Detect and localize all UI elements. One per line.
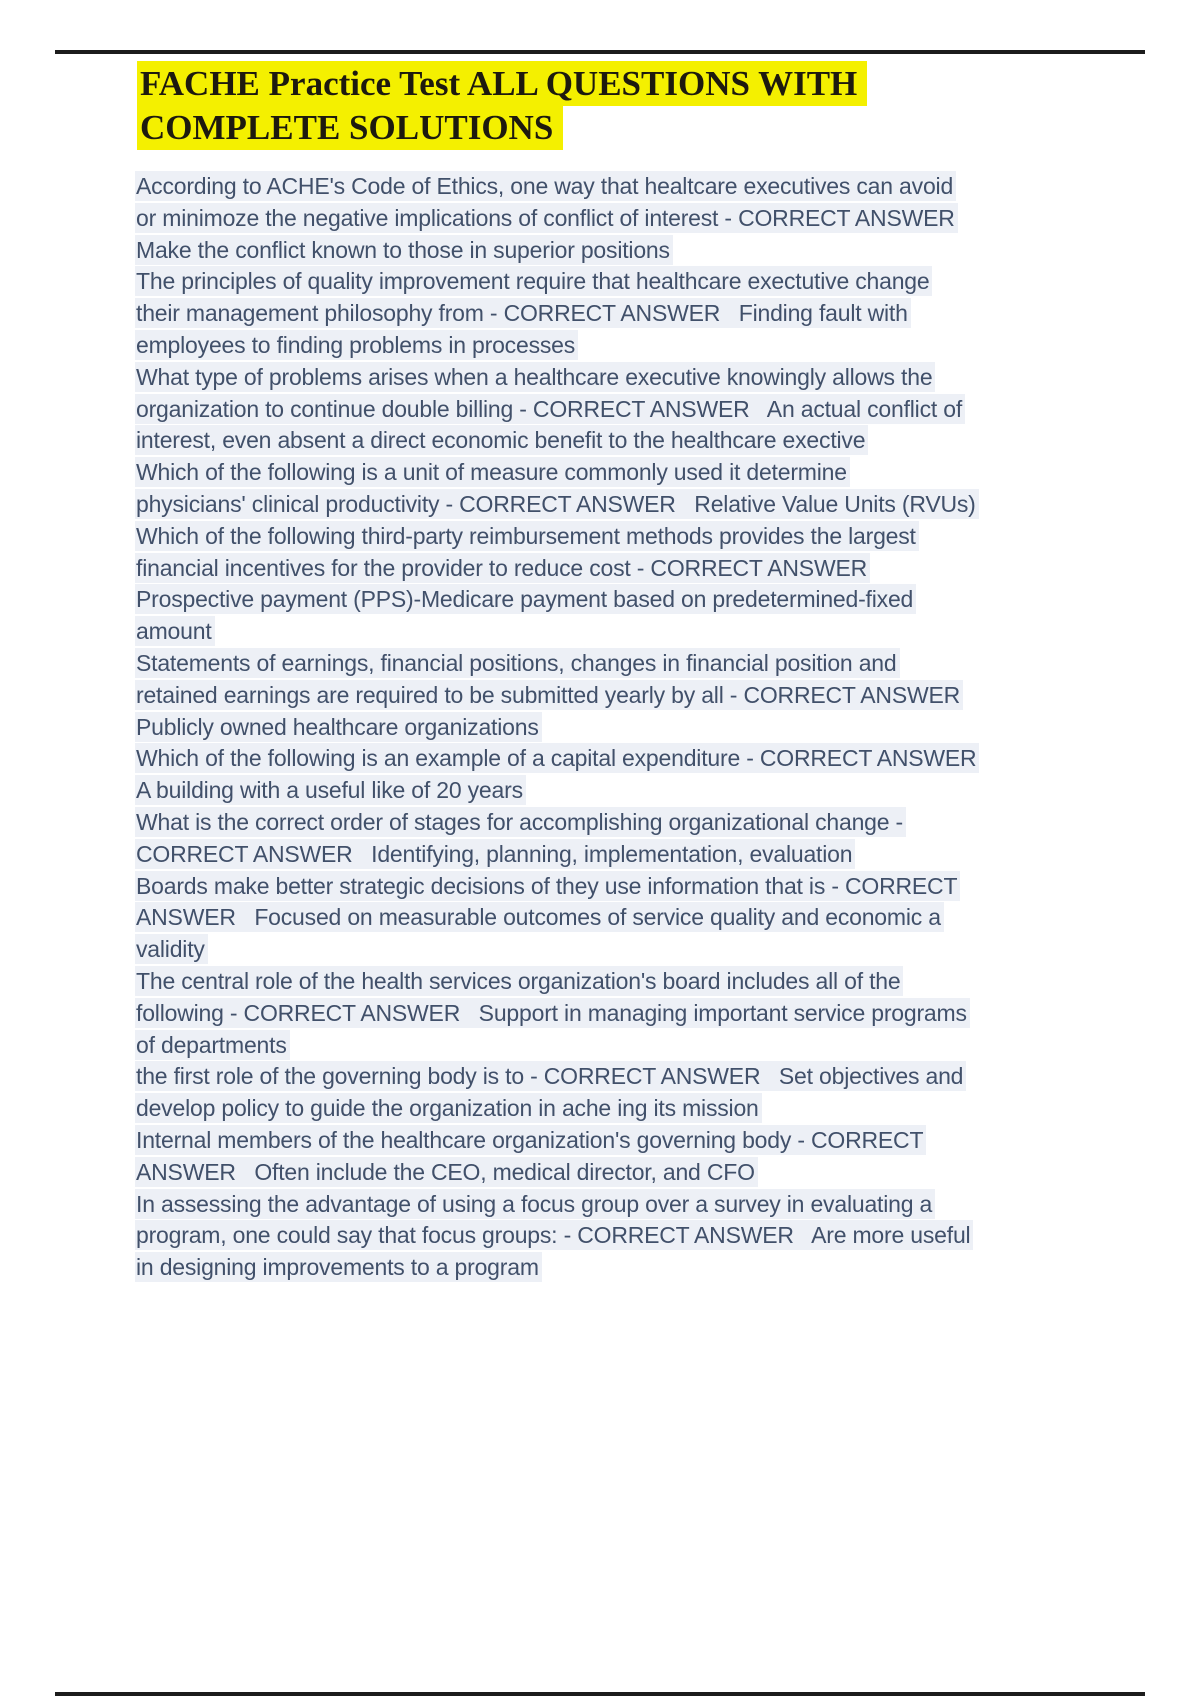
title-highlighted-text: FACHE Practice Test ALL QUESTIONS WITH	[137, 61, 867, 106]
highlighted-text: Which of the following is a unit of measure commonly used it determine	[135, 457, 850, 487]
top-horizontal-rule	[55, 50, 1145, 54]
highlighted-text: Statements of earnings, financial positions, changes in financial position and	[135, 648, 900, 678]
qa-text-line	[135, 1093, 1200, 1125]
qa-item	[135, 966, 1200, 1061]
bottom-horizontal-rule	[55, 1692, 1145, 1696]
qa-text-line	[135, 839, 1200, 871]
highlighted-text: physicians' clinical productivity - CORRECT ANSWER Relative Value Units (RVUs)	[135, 489, 979, 519]
qa-text-line	[135, 871, 1200, 903]
highlighted-text: financial incentives for the provider to reduce cost - CORRECT ANSWER	[135, 553, 870, 583]
highlighted-text: What is the correct order of stages for accomplishing organizational change -	[135, 807, 906, 837]
qa-text-line	[135, 1220, 1200, 1252]
highlighted-text: According to ACHE's Code of Ethics, one way that healtcare executives can avoid	[135, 171, 956, 201]
qa-item	[135, 1061, 1200, 1125]
highlighted-text: develop policy to guide the organization in ache ing its mission	[135, 1093, 762, 1123]
highlighted-text: following - CORRECT ANSWER Support in managing important service programs	[135, 998, 970, 1028]
qa-item	[135, 171, 1200, 266]
qa-text-line	[135, 298, 1200, 330]
qa-text-line	[135, 171, 1200, 203]
qa-text-line	[135, 266, 1200, 298]
highlighted-text: Publicly owned healthcare organizations	[135, 712, 542, 742]
highlighted-text: Which of the following third-party reimbursement methods provides the largest	[135, 521, 919, 551]
qa-item	[135, 1125, 1200, 1189]
qa-item	[135, 362, 1200, 457]
highlighted-text: Make the conflict known to those in superior positions	[135, 235, 673, 265]
qa-text-line	[135, 743, 1200, 775]
highlighted-text: Which of the following is an example of a capital expenditure - CORRECT ANSWER	[135, 743, 979, 773]
qa-text-line	[135, 457, 1200, 489]
qa-text-line	[135, 712, 1200, 744]
highlighted-text: amount	[135, 616, 215, 646]
qa-text-line	[135, 775, 1200, 807]
qa-text-line	[135, 934, 1200, 966]
qa-item	[135, 871, 1200, 966]
qa-text-line	[135, 553, 1200, 585]
title-line	[137, 62, 867, 106]
highlighted-text: A building with a useful like of 20 years	[135, 775, 526, 805]
qa-text-line	[135, 489, 1200, 521]
highlighted-text: In assessing the advantage of using a focus group over a survey in evaluating a	[135, 1189, 935, 1219]
title-line	[137, 106, 867, 150]
qa-text-line	[135, 1252, 1200, 1284]
qa-text-line	[135, 807, 1200, 839]
qa-text-line	[135, 235, 1200, 267]
qa-text-line	[135, 203, 1200, 235]
highlighted-text: Prospective payment (PPS)-Medicare payment based on predetermined-fixed	[135, 584, 916, 614]
highlighted-text: their management philosophy from - CORRECT ANSWER Finding fault with	[135, 298, 911, 328]
qa-item	[135, 1189, 1200, 1284]
qa-text-line	[135, 584, 1200, 616]
qa-text-line	[135, 425, 1200, 457]
highlighted-text: program, one could say that focus groups: - CORRECT ANSWER Are more useful	[135, 1220, 973, 1250]
highlighted-text: or minimoze the negative implications of conflict of interest - CORRECT ANSWER	[135, 203, 958, 233]
highlighted-text: What type of problems arises when a healthcare executive knowingly allows the	[135, 362, 935, 392]
highlighted-text: the first role of the governing body is to - CORRECT ANSWER Set objectives and	[135, 1061, 966, 1091]
page-title	[137, 62, 867, 150]
qa-text-line	[135, 648, 1200, 680]
highlighted-text: organization to continue double billing - CORRECT ANSWER An actual conflict of	[135, 394, 965, 424]
qa-list	[135, 171, 1200, 1284]
qa-item	[135, 521, 1200, 648]
highlighted-text: in designing improvements to a program	[135, 1252, 542, 1282]
qa-item	[135, 457, 1200, 521]
qa-item	[135, 743, 1200, 807]
highlighted-text: ANSWER Often include the CEO, medical director, and CFO	[135, 1157, 758, 1187]
qa-text-line	[135, 521, 1200, 553]
qa-text-line	[135, 966, 1200, 998]
title-highlighted-text: COMPLETE SOLUTIONS	[137, 105, 563, 150]
qa-item	[135, 266, 1200, 361]
qa-text-line	[135, 1030, 1200, 1062]
qa-text-line	[135, 362, 1200, 394]
qa-text-line	[135, 1157, 1200, 1189]
qa-text-line	[135, 998, 1200, 1030]
highlighted-text: interest, even absent a direct economic benefit to the healthcare exective	[135, 425, 868, 455]
qa-item	[135, 648, 1200, 743]
qa-text-line	[135, 330, 1200, 362]
qa-text-line	[135, 1189, 1200, 1221]
highlighted-text: Boards make better strategic decisions of they use information that is - CORRECT	[135, 871, 960, 901]
highlighted-text: The central role of the health services organization's board includes all of the	[135, 966, 903, 996]
highlighted-text: retained earnings are required to be submitted yearly by all - CORRECT ANSWER	[135, 680, 963, 710]
qa-text-line	[135, 680, 1200, 712]
highlighted-text: CORRECT ANSWER Identifying, planning, implementation, evaluation	[135, 839, 855, 869]
highlighted-text: ANSWER Focused on measurable outcomes of service quality and economic a	[135, 902, 944, 932]
highlighted-text: Internal members of the healthcare organization's governing body - CORRECT	[135, 1125, 926, 1155]
highlighted-text: The principles of quality improvement require that healthcare exectutive change	[135, 266, 932, 296]
qa-text-line	[135, 616, 1200, 648]
highlighted-text: validity	[135, 934, 208, 964]
qa-text-line	[135, 902, 1200, 934]
qa-item	[135, 807, 1200, 871]
qa-text-line	[135, 394, 1200, 426]
highlighted-text: employees to finding problems in processes	[135, 330, 578, 360]
qa-text-line	[135, 1125, 1200, 1157]
qa-text-line	[135, 1061, 1200, 1093]
highlighted-text: of departments	[135, 1030, 290, 1060]
